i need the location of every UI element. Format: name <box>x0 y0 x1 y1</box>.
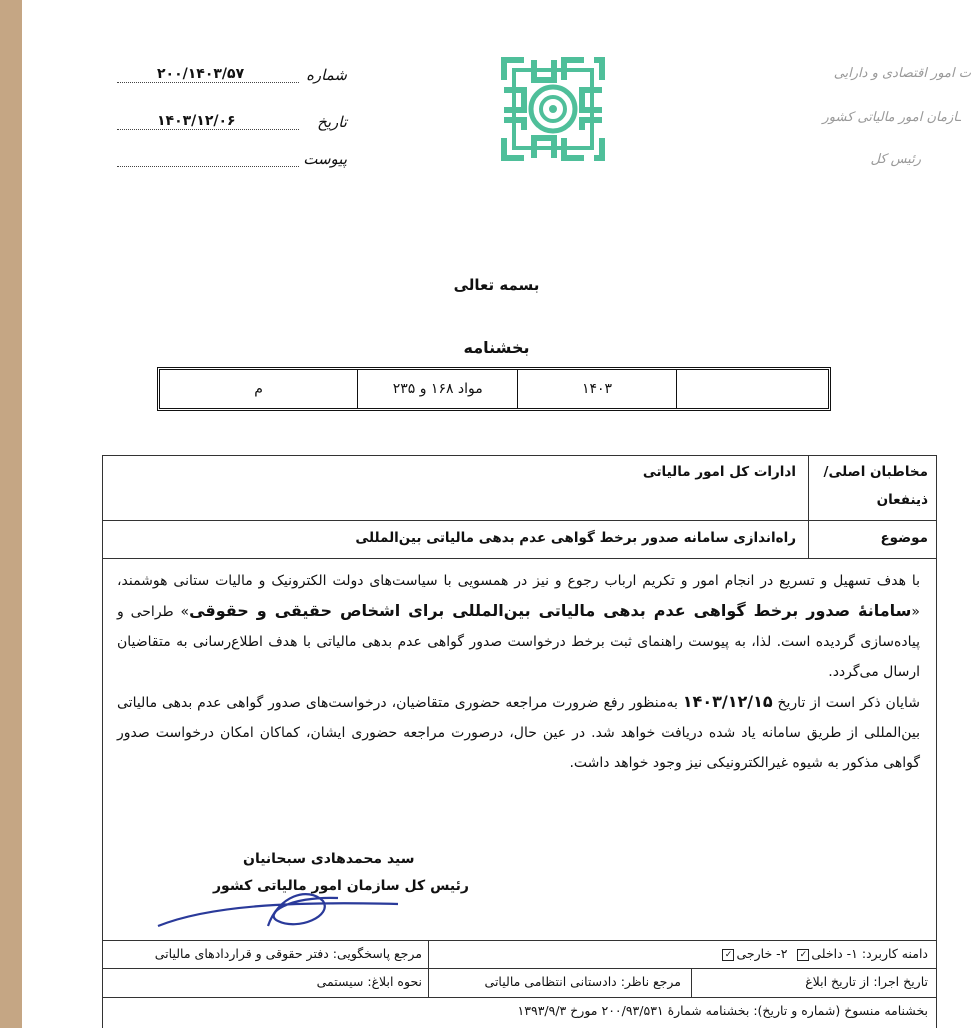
dotted-line <box>117 166 299 167</box>
ministry-line-3: رئیس کل <box>870 152 921 167</box>
letter-date-label: تاریخ <box>317 113 347 131</box>
ref-cell-year: ۱۴۰۳ <box>517 370 675 408</box>
circular-body-box <box>102 455 937 1028</box>
circular-text <box>117 566 920 778</box>
addressees-label: مخاطبان اصلی/ <box>823 464 928 480</box>
scope-field: دامنه کاربرد: ۱- داخلی✓ ۲- خارجی✓ <box>720 946 928 961</box>
row-divider <box>103 940 936 941</box>
letter-number-row <box>117 66 347 90</box>
paper-edge <box>0 0 22 1028</box>
column-divider <box>691 968 692 997</box>
reference-table <box>157 367 831 411</box>
row-divider <box>103 520 936 521</box>
addressees-label-2: ذینفعان <box>876 492 928 508</box>
abrogated-circular-field: بخشنامه منسوخ (شماره و تاریخ): بخشنامه شمارهٔ ۲۰۰/۹۳/۵۳۱ مورخ ۱۳۹۳/۹/۳ <box>517 1003 928 1018</box>
subject-label: موضوع <box>880 530 928 546</box>
letter-attachment-row <box>117 150 347 174</box>
ref-cell-articles: مواد ۱۶۸ و ۲۳۵ <box>357 370 517 408</box>
paragraph-1: با هدف تسهیل و تسریع در انجام امور و تکریم ارباب رجوع و نیز در همسویی با سیاست‌های دولت الکترونیک و مالیات ستانی هوشمند، «سامانهٔ صدور برخط گواهی عدم بدهی مالیاتی بین‌المللی برای اشخاص حقیقی و حقوقی» طراحی و پیاده‌سازی گردیده است. لذا، به پیوست راهنمای ثبت برخط درخواست صدور گواهی عدم بدهی مالیاتی با هدف اطلاع‌رسانی به متقاضیان ارسال می‌گردد. <box>117 573 920 680</box>
notification-method-field: نحوه ابلاغ: سیستمی <box>316 974 422 989</box>
tax-organization-logo <box>484 40 622 178</box>
dotted-line <box>117 82 299 83</box>
paragraph-2: شایان ذکر است از تاریخ ۱۴۰۳/۱۲/۱۵ به‌منظور رفع ضرورت مراجعه حضوری متقاضیان، درخواست‌های صدور گواهی عدم بدهی مالیاتی بین‌المللی از طریق سامانه یاد شده دریافت خواهد شد. در عین حال، درصورت مراجعه حضوری ایشان، کماکان امکان درخواست صدور گواهی مذکور به شیوه غیرالکترونیکی نیز وجود خواهد داشت. <box>117 692 920 771</box>
column-divider <box>808 456 809 558</box>
subject-value: راه‌اندازی سامانه صدور برخط گواهی عدم بدهی مالیاتی بین‌المللی <box>355 530 796 546</box>
signatory-name: سید محمدهادی سبحانیان <box>243 851 415 867</box>
document-type: بخشنامه <box>463 338 530 357</box>
system-name: سامانهٔ صدور برخط گواهی عدم بدهی مالیاتی بین‌المللی برای اشخاص حقیقی و حقوقی <box>189 601 912 620</box>
addressees-value: ادارات کل امور مالیاتی <box>642 464 796 480</box>
row-divider <box>103 558 936 559</box>
invocation: بسمه تعالی <box>453 276 540 294</box>
letter-attachment-label: پیوست <box>303 150 347 168</box>
letter-page <box>22 0 971 1028</box>
signatory-title: رئیس کل سازمان امور مالیاتی کشور <box>213 878 469 894</box>
row-divider <box>103 968 936 969</box>
row-divider <box>103 997 936 998</box>
ministry-line-2: ـازمان امور مالیاتی کشور <box>822 110 961 125</box>
letter-number-value: ۲۰۰/۱۴۰۳/۵۷ <box>157 66 245 82</box>
checkbox-external: ✓ <box>722 949 734 961</box>
start-date: ۱۴۰۳/۱۲/۱۵ <box>682 692 773 711</box>
ref-cell-code: م <box>254 381 263 397</box>
dotted-line <box>117 129 299 130</box>
letter-date-value: ۱۴۰۳/۱۲/۰۶ <box>157 113 236 129</box>
effective-date-field: تاریخ اجرا: از تاریخ ابلاغ <box>805 974 928 989</box>
ref-cell-empty <box>676 370 828 408</box>
column-divider <box>428 940 429 997</box>
responder-field: مرجع پاسخگویی: دفتر حقوقی و قراردادهای مالیاتی <box>154 946 422 961</box>
signature-icon <box>148 876 428 936</box>
letter-date-row <box>117 113 347 137</box>
checkbox-internal: ✓ <box>797 949 809 961</box>
ministry-line-1: ت امور اقتصادی و دارایی <box>833 66 971 81</box>
letter-number-label: شماره <box>306 66 347 84</box>
supervisor-field: مرجع ناظر: دادستانی انتظامی مالیاتی <box>484 974 681 989</box>
